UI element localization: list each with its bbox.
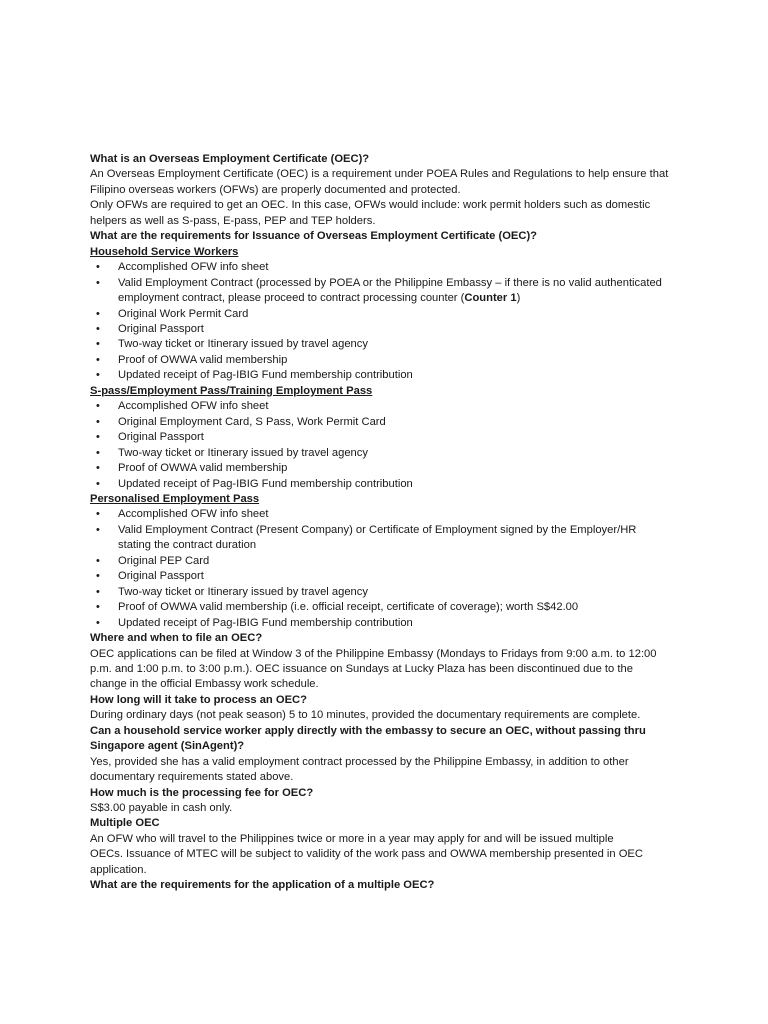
bullet-icon: •	[96, 601, 100, 614]
list-item: • Two-way ticket or Itinerary issued by travel agency	[90, 446, 680, 461]
list-item: • Two-way ticket or Itinerary issued by travel agency	[90, 585, 680, 600]
list-item: • Accomplished OFW info sheet	[90, 399, 680, 414]
bullet-icon: •	[96, 353, 100, 366]
list-item: • Original Passport	[90, 322, 680, 337]
counter-label: Counter 1	[464, 292, 517, 305]
bullet-icon: •	[96, 415, 100, 428]
question-heading-continuation: Singapore agent (SinAgent)?	[90, 740, 245, 753]
bullet-icon: •	[96, 307, 100, 320]
paragraph-line: S$3.00 payable in cash only.	[90, 802, 233, 815]
question-heading: What is an Overseas Employment Certificate (OEC)?	[90, 153, 370, 165]
bullet-icon: •	[96, 276, 100, 289]
paragraph-line: helpers as well as S-pass, E-pass, PEP and TEP holders.	[90, 214, 376, 227]
bullet-icon: •	[96, 338, 100, 351]
list-item: • Accomplished OFW info sheet	[90, 260, 680, 275]
paragraph-line: An Overseas Employment Certificate (OEC) is a requirement under POEA Rules and Regulations to help ensure that	[90, 168, 669, 181]
list-item-continuation: stating the contract duration	[118, 539, 257, 552]
list-item: • Original Passport	[90, 430, 680, 445]
bullet-icon: •	[96, 446, 100, 459]
paragraph-line: OECs. Issuance of MTEC will be subject to validity of the work pass and OWWA membership presented in OEC	[90, 848, 643, 861]
list-item: • Original Employment Card, S Pass, Work Permit Card	[90, 415, 680, 430]
question-heading: What are the requirements for Issuance of Overseas Employment Certificate (OEC)?	[90, 230, 538, 243]
requirements-list	[90, 399, 680, 492]
section-heading: Personalised Employment Pass	[90, 492, 260, 505]
requirements-list	[90, 507, 680, 631]
section-heading: Household Service Workers	[90, 245, 239, 258]
section-heading: S-pass/Employment Pass/Training Employment Pass	[90, 384, 373, 397]
bullet-icon: •	[96, 570, 100, 583]
bullet-icon: •	[96, 477, 100, 490]
bullet-icon: •	[96, 462, 100, 475]
list-item: • Accomplished OFW info sheet	[90, 507, 680, 522]
paragraph-line: Filipino overseas workers (OFWs) are properly documented and protected.	[90, 183, 461, 196]
paragraph-line: OEC applications can be filed at Window 3 of the Philippine Embassy (Mondays to Fridays from 9:00 a.m. to 12:00	[90, 647, 657, 660]
list-item: • Updated receipt of Pag-IBIG Fund membership contribution	[90, 477, 680, 492]
list-item: • Valid Employment Contract (Present Company) or Certificate of Employment signed by the Employer/HR stating the contract duration	[90, 523, 680, 554]
question-heading: How long will it take to process an OEC?	[90, 693, 307, 706]
paragraph-line: documentary requirements stated above.	[90, 771, 294, 784]
paragraph-line: An OFW who will travel to the Philippines twice or more in a year may apply for and will be issued multiple	[90, 832, 614, 845]
bullet-icon: •	[96, 261, 100, 274]
list-item: • Proof of OWWA valid membership	[90, 461, 680, 476]
question-heading: Where and when to file an OEC?	[90, 632, 263, 645]
list-item: • Proof of OWWA valid membership	[90, 353, 680, 368]
list-item: • Original Passport	[90, 569, 680, 584]
list-item: • Proof of OWWA valid membership (i.e. official receipt, certificate of coverage); worth S$42.00	[90, 600, 680, 615]
requirements-list	[90, 260, 680, 384]
bullet-icon: •	[96, 400, 100, 413]
paragraph-line: application.	[90, 863, 147, 876]
list-item: • Updated receipt of Pag-IBIG Fund membership contribution	[90, 616, 680, 631]
question-heading: What are the requirements for the application of a multiple OEC?	[90, 879, 435, 892]
list-item: • Original PEP Card	[90, 554, 680, 569]
list-item: • Updated receipt of Pag-IBIG Fund membership contribution	[90, 368, 680, 383]
bullet-icon: •	[96, 616, 100, 629]
document-body	[90, 152, 680, 894]
paragraph-line: Only OFWs are required to get an OEC. In this case, OFWs would include: work permit holders such as domestic	[90, 199, 651, 212]
list-item: • Two-way ticket or Itinerary issued by travel agency	[90, 337, 680, 352]
question-heading: Can a household service worker apply directly with the embassy to secure an OEC, without passing thru	[90, 724, 646, 737]
bullet-icon: •	[96, 585, 100, 598]
question-heading: How much is the processing fee for OEC?	[90, 786, 314, 799]
bullet-icon: •	[96, 369, 100, 382]
bullet-icon: •	[96, 322, 100, 335]
list-item-continuation: employment contract, please proceed to contract processing counter (Counter 1)	[118, 292, 521, 305]
bullet-icon: •	[96, 431, 100, 444]
list-item: • Original Work Permit Card	[90, 307, 680, 322]
paragraph-line: During ordinary days (not peak season) 5 to 10 minutes, provided the documentary requirements are complete.	[90, 709, 641, 722]
question-heading: Multiple OEC	[90, 817, 160, 830]
paragraph-line: p.m. and 1:00 p.m. to 3:00 p.m.). OEC issuance on Sundays at Lucky Plaza has been discontinued due to the	[90, 662, 633, 675]
bullet-icon: •	[96, 554, 100, 567]
paragraph-line: change in the official Embassy work schedule.	[90, 678, 319, 691]
bullet-icon: •	[96, 523, 100, 536]
list-item: • Valid Employment Contract (processed by POEA or the Philippine Embassy – if there is no valid authenticated employment contract, please proceed to contract processing counter (Counter 1)	[90, 276, 680, 307]
bullet-icon: •	[96, 508, 100, 521]
paragraph-line: Yes, provided she has a valid employment contract processed by the Philippine Embassy, in addition to other	[90, 755, 629, 768]
